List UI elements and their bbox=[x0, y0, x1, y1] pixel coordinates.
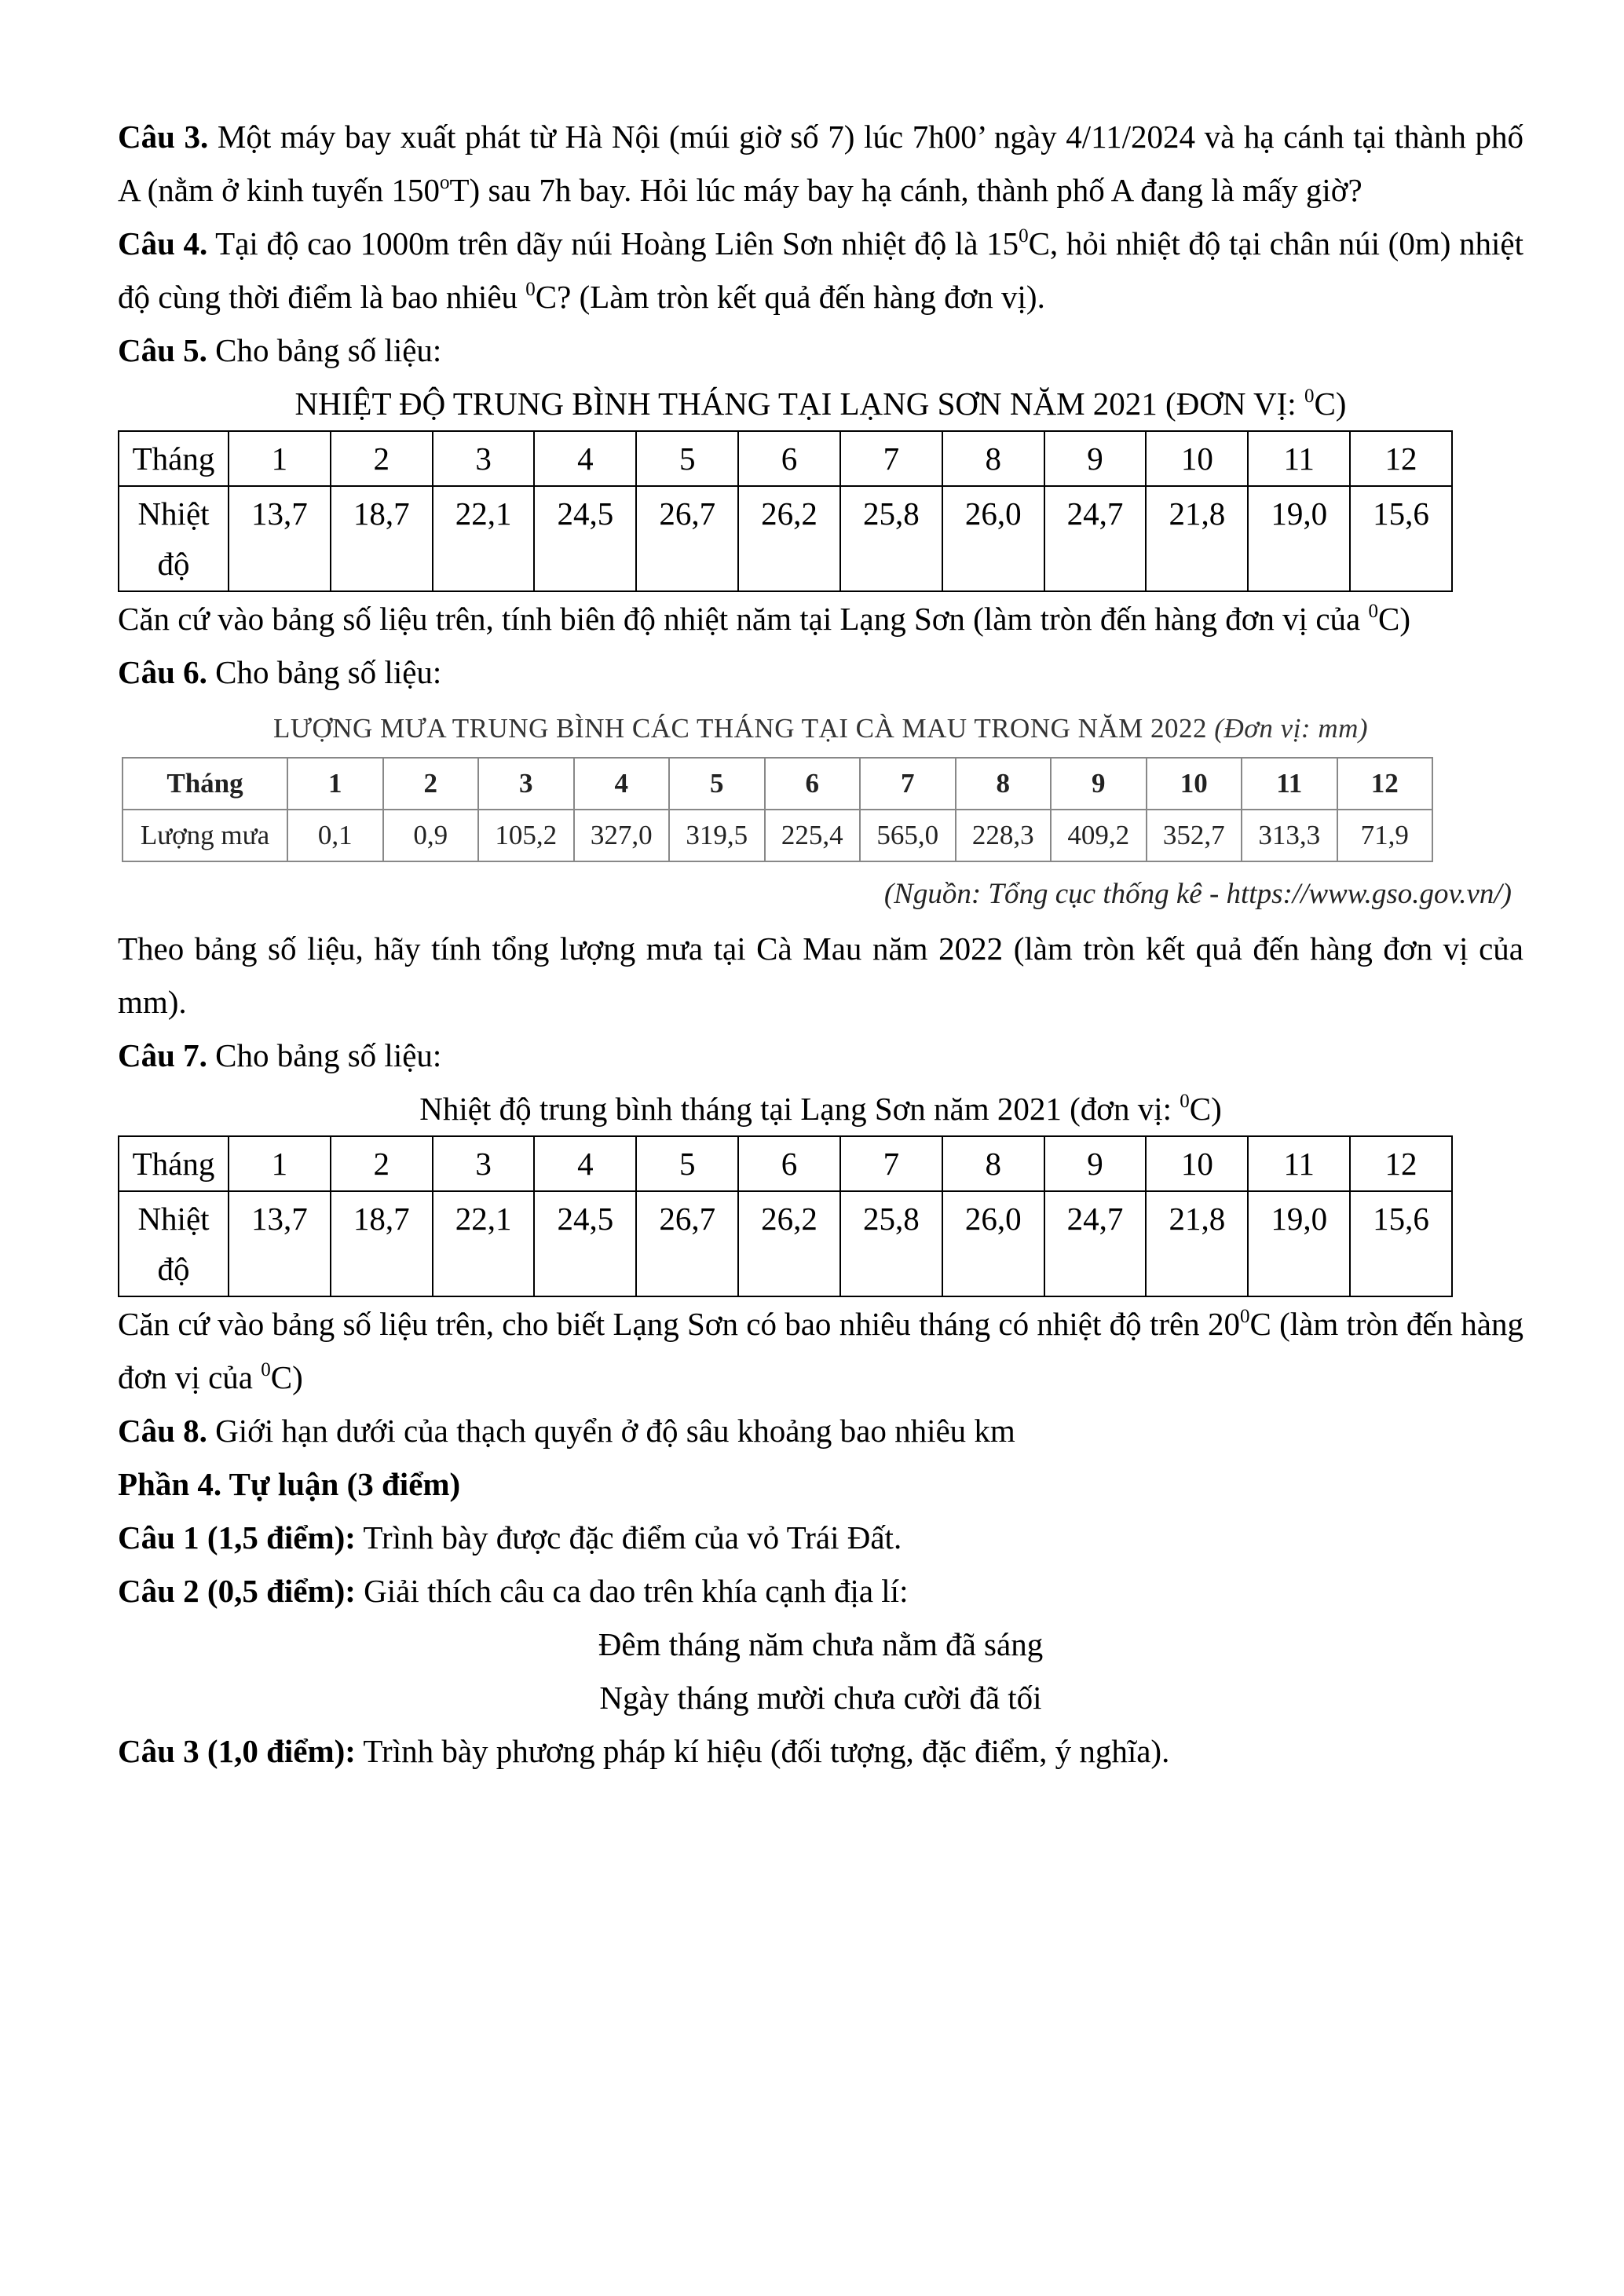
essay-question-1 bbox=[118, 1511, 1523, 1564]
question-4-text-c: C? (Làm tròn kết quả đến hàng đơn vị). bbox=[535, 279, 1045, 315]
table-cell: 8 bbox=[942, 1136, 1044, 1191]
table-cell: 1 bbox=[287, 758, 383, 810]
table-7-title bbox=[118, 1082, 1523, 1135]
essay-question-3-text: Trình bày phương pháp kí hiệu (đối tượng, đặc điểm, ý nghĩa). bbox=[355, 1733, 1170, 1769]
degree-sup: o bbox=[440, 172, 450, 193]
table-cell: 19,0 bbox=[1248, 1191, 1350, 1296]
table-cell: 7 bbox=[840, 1136, 942, 1191]
question-6-label: Câu 6. bbox=[118, 654, 207, 690]
table-cell: 225,4 bbox=[765, 810, 861, 861]
table-header-cell: Tháng bbox=[119, 1136, 229, 1191]
question-8 bbox=[118, 1404, 1523, 1457]
question-5-label: Câu 5. bbox=[118, 332, 207, 368]
table-row bbox=[119, 486, 1452, 591]
degree-sup: 0 bbox=[525, 279, 536, 300]
table-cell: 3 bbox=[433, 431, 535, 486]
table-cell: 11 bbox=[1242, 758, 1337, 810]
table-cell: 15,6 bbox=[1350, 1191, 1452, 1296]
table-cell: 22,1 bbox=[433, 486, 535, 591]
table-5-title-text: NHIỆT ĐỘ TRUNG BÌNH THÁNG TẠI LẠNG SƠN NĂM 2021 (ĐƠN VỊ: bbox=[294, 386, 1304, 422]
question-7-prompt-b: C (làm tròn đến hàng đơn vị của bbox=[118, 1306, 1524, 1395]
temperature-table-q7 bbox=[118, 1135, 1453, 1297]
table-cell: 18,7 bbox=[331, 1191, 433, 1296]
table-header-cell: Nhiệt độ bbox=[119, 1191, 229, 1296]
table-cell: 2 bbox=[331, 1136, 433, 1191]
table-6-source: (Nguồn: Tổng cục thống kê - https://www.gso.gov.vn/) bbox=[883, 878, 1512, 910]
question-5-intro: Cho bảng số liệu: bbox=[207, 332, 442, 368]
question-4 bbox=[118, 217, 1523, 324]
question-5 bbox=[118, 324, 1523, 377]
question-4-text-a: Tại độ cao 1000m trên dãy núi Hoàng Liên Sơn nhiệt độ là 15 bbox=[207, 225, 1019, 261]
table-cell: 4 bbox=[534, 431, 636, 486]
essay-question-3-label: Câu 3 (1,0 điểm): bbox=[118, 1733, 356, 1769]
question-7-intro: Cho bảng số liệu: bbox=[207, 1037, 442, 1073]
table-cell: 15,6 bbox=[1350, 486, 1452, 591]
table-row bbox=[123, 810, 1432, 861]
table-cell: 26,7 bbox=[636, 1191, 738, 1296]
table-cell: 4 bbox=[574, 758, 670, 810]
table-cell: 22,1 bbox=[433, 1191, 535, 1296]
essay-question-2-text: Giải thích câu ca dao trên khía cạnh địa lí: bbox=[355, 1573, 909, 1609]
question-8-label: Câu 8. bbox=[118, 1413, 207, 1449]
table-cell: 0,1 bbox=[287, 810, 383, 861]
table-7-title-text: Nhiệt độ trung bình tháng tại Lạng Sơn năm 2021 (đơn vị: bbox=[419, 1091, 1180, 1127]
table-cell: 24,5 bbox=[534, 486, 636, 591]
table-cell: 26,2 bbox=[738, 486, 840, 591]
table-cell: 3 bbox=[433, 1136, 535, 1191]
table-header-cell: Lượng mưa bbox=[123, 810, 287, 861]
question-7 bbox=[118, 1029, 1523, 1082]
table-cell: 8 bbox=[956, 758, 1052, 810]
essay-question-1-label: Câu 1 (1,5 điểm): bbox=[118, 1519, 356, 1556]
table-header-cell: Tháng bbox=[119, 431, 229, 486]
table-cell: 25,8 bbox=[840, 486, 942, 591]
degree-sup: 0 bbox=[1368, 601, 1378, 622]
question-7-prompt bbox=[118, 1297, 1523, 1404]
table-cell: 10 bbox=[1147, 758, 1242, 810]
table-cell: 12 bbox=[1350, 431, 1452, 486]
table-cell: 105,2 bbox=[478, 810, 574, 861]
table-cell: 26,7 bbox=[636, 486, 738, 591]
table-cell: 71,9 bbox=[1337, 810, 1433, 861]
table-cell: 9 bbox=[1044, 431, 1147, 486]
table-cell: 6 bbox=[738, 431, 840, 486]
table-row bbox=[119, 431, 1452, 486]
table-6-title bbox=[118, 705, 1523, 752]
table-cell: 11 bbox=[1248, 1136, 1350, 1191]
table-5-title bbox=[118, 377, 1523, 430]
table-cell: 9 bbox=[1051, 758, 1147, 810]
table-cell: 5 bbox=[669, 758, 765, 810]
question-7-prompt-a: Căn cứ vào bảng số liệu trên, cho biết Lạng Sơn có bao nhiêu tháng có nhiệt độ trên 20 bbox=[118, 1306, 1240, 1342]
table-cell: 2 bbox=[383, 758, 479, 810]
poem-line-2: Ngày tháng mười chưa cười đã tối bbox=[599, 1680, 1042, 1716]
table-cell: 5 bbox=[636, 431, 738, 486]
table-cell: 19,0 bbox=[1248, 486, 1350, 591]
table-cell: 4 bbox=[534, 1136, 636, 1191]
question-8-text: Giới hạn dưới của thạch quyển ở độ sâu khoảng bao nhiêu km bbox=[207, 1413, 1015, 1449]
essay-question-3 bbox=[118, 1724, 1523, 1778]
question-6-intro: Cho bảng số liệu: bbox=[207, 654, 442, 690]
essay-question-2 bbox=[118, 1564, 1523, 1618]
table-cell: 18,7 bbox=[331, 486, 433, 591]
question-5-prompt-b: C) bbox=[1377, 601, 1410, 637]
table-6-unit: (Đơn vị: mm) bbox=[1214, 713, 1369, 744]
table-cell: 10 bbox=[1146, 1136, 1248, 1191]
question-6 bbox=[118, 645, 1523, 699]
question-3-text-b: T) sau 7h bay. Hỏi lúc máy bay hạ cánh, thành phố A đang là mấy giờ? bbox=[449, 172, 1362, 208]
table-6-title-text: LƯỢNG MƯA TRUNG BÌNH CÁC THÁNG TẠI CÀ MAU TRONG NĂM 2022 bbox=[272, 713, 1215, 744]
table-cell: 352,7 bbox=[1147, 810, 1242, 861]
degree-sup: 0 bbox=[1304, 386, 1315, 407]
table-7-title-unit: C) bbox=[1189, 1091, 1222, 1127]
question-7-label: Câu 7. bbox=[118, 1037, 207, 1073]
question-4-label: Câu 4. bbox=[118, 225, 208, 261]
poem-line-1: Đêm tháng năm chưa nằm đã sáng bbox=[598, 1626, 1044, 1662]
table-cell: 10 bbox=[1146, 431, 1248, 486]
table-cell: 12 bbox=[1350, 1136, 1452, 1191]
table-cell: 7 bbox=[860, 758, 956, 810]
table-cell: 26,0 bbox=[942, 1191, 1044, 1296]
table-cell: 565,0 bbox=[860, 810, 956, 861]
table-cell: 2 bbox=[331, 431, 433, 486]
degree-sup: 0 bbox=[1019, 225, 1029, 247]
degree-sup: 0 bbox=[1239, 1306, 1250, 1327]
part-4-heading: Phần 4. Tự luận (3 điểm) bbox=[118, 1466, 461, 1502]
question-5-prompt bbox=[118, 592, 1523, 645]
question-3 bbox=[118, 110, 1523, 217]
degree-sup: 0 bbox=[261, 1359, 271, 1380]
table-row bbox=[119, 1136, 1452, 1191]
table-header-cell: Tháng bbox=[123, 758, 287, 810]
table-header-cell: Nhiệt độ bbox=[119, 486, 229, 591]
table-cell: 327,0 bbox=[574, 810, 670, 861]
question-7-prompt-c: C) bbox=[270, 1359, 303, 1395]
table-cell: 24,7 bbox=[1044, 1191, 1147, 1296]
table-cell: 319,5 bbox=[669, 810, 765, 861]
exam-page bbox=[118, 110, 1523, 1778]
table-5-title-unit: C) bbox=[1314, 386, 1347, 422]
table-cell: 26,0 bbox=[942, 486, 1044, 591]
table-cell: 313,3 bbox=[1242, 810, 1337, 861]
essay-question-2-label: Câu 2 (0,5 điểm): bbox=[118, 1573, 356, 1609]
table-cell: 21,8 bbox=[1146, 1191, 1248, 1296]
question-3-text-a: Một máy bay xuất phát từ Hà Nội (múi giờ số 7) lúc 7h00’ ngày 4/11/2024 và hạ cánh tại thành phố A (nằm ở kinh tuyến 150 bbox=[118, 119, 1523, 208]
table-cell: 26,2 bbox=[738, 1191, 840, 1296]
table-cell: 12 bbox=[1337, 758, 1433, 810]
table-cell: 1 bbox=[229, 431, 331, 486]
table-row bbox=[123, 758, 1432, 810]
table-cell: 13,7 bbox=[229, 486, 331, 591]
table-cell: 6 bbox=[738, 1136, 840, 1191]
table-cell: 8 bbox=[942, 431, 1044, 486]
table-cell: 228,3 bbox=[956, 810, 1052, 861]
table-cell: 0,9 bbox=[383, 810, 479, 861]
table-cell: 3 bbox=[478, 758, 574, 810]
question-3-label: Câu 3. bbox=[118, 119, 209, 155]
table-cell: 5 bbox=[636, 1136, 738, 1191]
question-6-prompt: Theo bảng số liệu, hãy tính tổng lượng mưa tại Cà Mau năm 2022 (làm tròn kết quả đến hàng đơn vị của mm). bbox=[118, 930, 1523, 1020]
table-cell: 6 bbox=[765, 758, 861, 810]
table-cell: 11 bbox=[1248, 431, 1350, 486]
question-5-prompt-a: Căn cứ vào bảng số liệu trên, tính biên độ nhiệt năm tại Lạng Sơn (làm tròn đến hàng đơn vị của bbox=[118, 601, 1369, 637]
table-cell: 7 bbox=[840, 431, 942, 486]
table-cell: 21,8 bbox=[1146, 486, 1248, 591]
table-cell: 1 bbox=[229, 1136, 331, 1191]
table-cell: 24,7 bbox=[1044, 486, 1147, 591]
rainfall-table-q6 bbox=[122, 757, 1433, 862]
question-4-text-b: C, hỏi nhiệt độ tại chân núi (0m) nhiệt độ cùng thời điểm là bao nhiêu bbox=[118, 225, 1523, 315]
degree-sup: 0 bbox=[1180, 1091, 1190, 1112]
table-cell: 24,5 bbox=[534, 1191, 636, 1296]
table-cell: 25,8 bbox=[840, 1191, 942, 1296]
table-cell: 13,7 bbox=[229, 1191, 331, 1296]
table-cell: 409,2 bbox=[1051, 810, 1147, 861]
temperature-table-q5 bbox=[118, 430, 1453, 592]
table-cell: 9 bbox=[1044, 1136, 1147, 1191]
essay-question-1-text: Trình bày được đặc điểm của vỏ Trái Đất. bbox=[355, 1519, 902, 1556]
table-row bbox=[119, 1191, 1452, 1296]
